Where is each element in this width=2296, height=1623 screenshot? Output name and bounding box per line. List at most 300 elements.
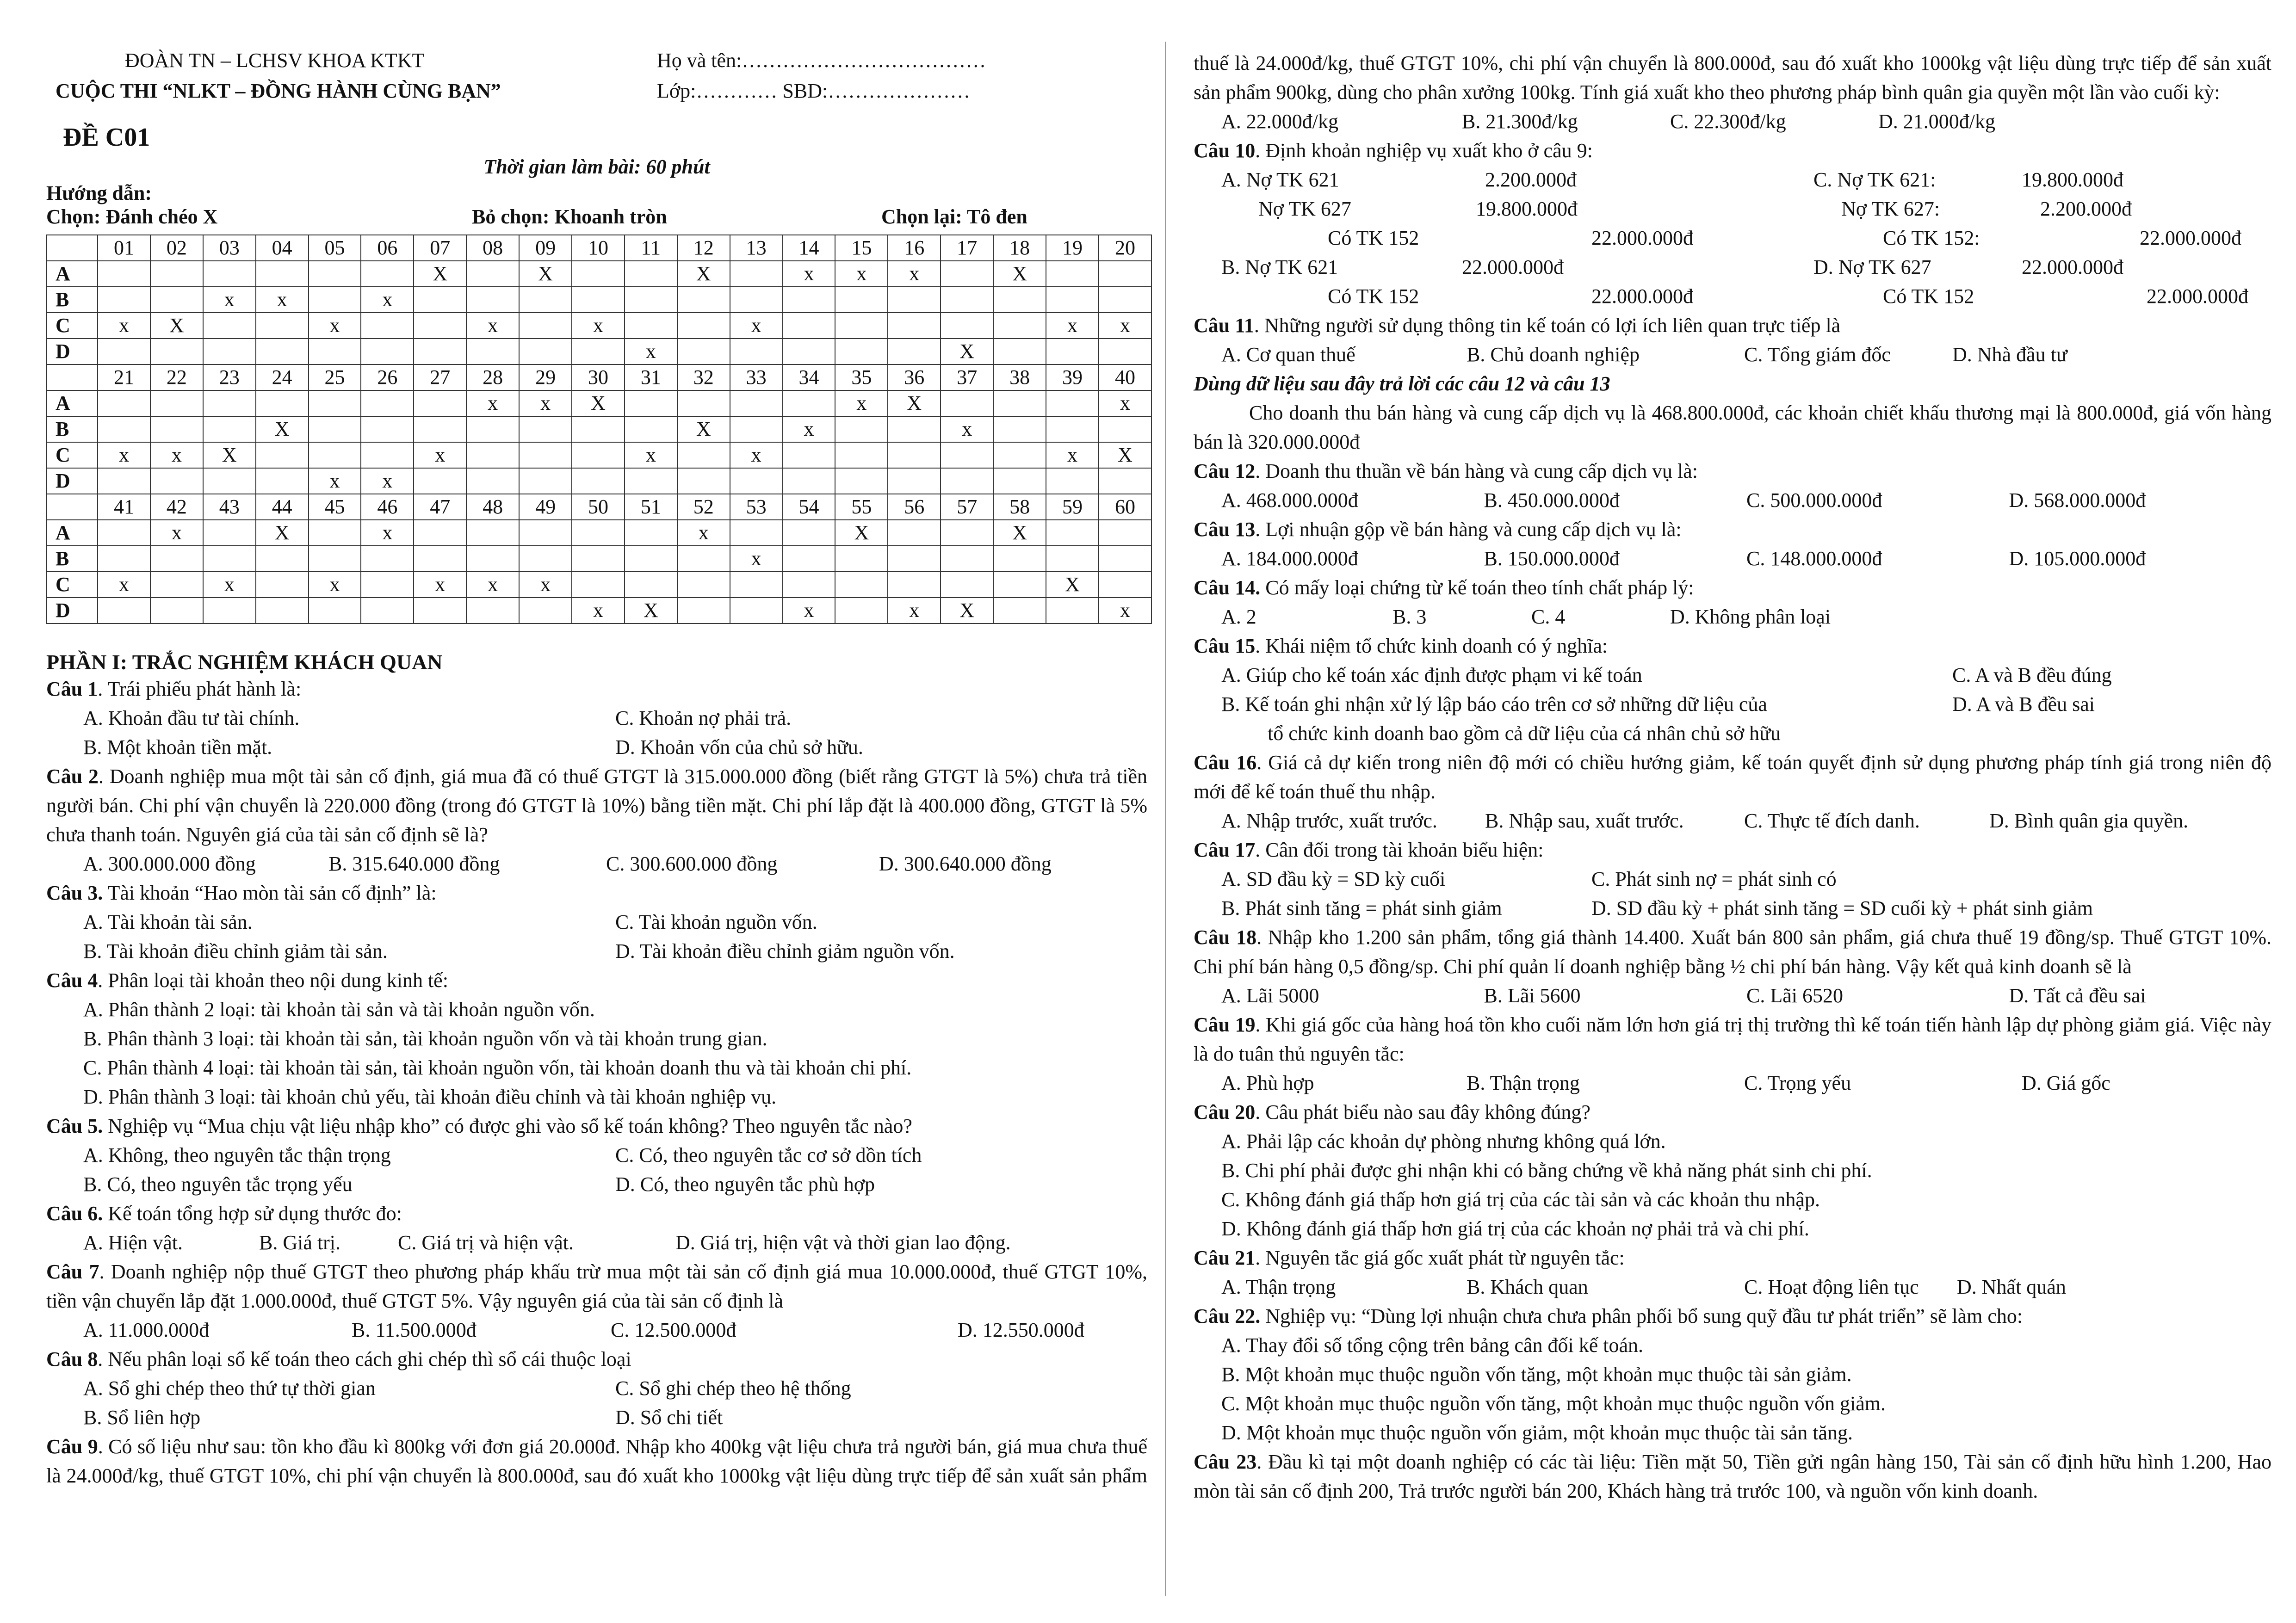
answer-cell[interactable] [783,313,835,339]
answer-cell[interactable] [203,339,256,364]
answer-cell[interactable] [835,339,888,364]
answer-cell[interactable] [519,339,572,364]
option-c[interactable]: C. 22.300đ/kg [1670,110,1786,133]
answer-cell[interactable] [309,287,361,313]
answer-cell[interactable] [98,390,150,416]
answer-cell[interactable] [835,287,888,313]
answer-cell[interactable] [98,261,150,287]
answer-cell[interactable] [1099,468,1151,494]
answer-cell[interactable] [256,546,309,572]
answer-cell[interactable] [783,442,835,468]
option-c[interactable]: C. 300.600.000 đồng [606,852,778,875]
option-d[interactable]: D. 568.000.000đ [2009,489,2146,512]
answer-cell[interactable] [361,546,414,572]
answer-cell[interactable] [466,416,519,442]
answer-cell[interactable] [572,546,625,572]
option-a[interactable]: A. Không, theo nguyên tắc thận trọng [83,1144,391,1166]
answer-cell[interactable]: x [414,572,466,598]
answer-cell[interactable] [256,572,309,598]
answer-cell[interactable] [1099,416,1151,442]
option-d[interactable]: D. Có, theo nguyên tắc phù hợp [615,1173,875,1196]
answer-cell[interactable]: X [888,390,941,416]
answer-cell[interactable] [519,468,572,494]
option-b[interactable]: B. Thận trọng [1467,1072,1580,1094]
answer-cell[interactable] [1046,546,1099,572]
answer-cell[interactable] [150,416,203,442]
answer-cell[interactable] [730,416,783,442]
answer-cell[interactable] [309,390,361,416]
answer-cell[interactable] [98,339,150,364]
option-a[interactable]: A. Giúp cho kế toán xác định được phạm vi kế toán [1221,664,1642,686]
answer-cell[interactable] [150,261,203,287]
answer-cell[interactable] [730,468,783,494]
answer-cell[interactable] [150,598,203,623]
answer-cell[interactable] [572,261,625,287]
answer-cell[interactable] [783,287,835,313]
answer-cell[interactable]: x [309,313,361,339]
option-c[interactable]: C. Có, theo nguyên tắc cơ sở dồn tích [615,1144,922,1166]
answer-cell[interactable] [519,598,572,623]
option-a[interactable]: A. SD đầu kỳ = SD kỳ cuối [1221,868,1446,890]
answer-cell[interactable] [466,520,519,546]
answer-cell[interactable]: x [98,313,150,339]
answer-cell[interactable] [835,468,888,494]
option-a[interactable]: A. 22.000đ/kg [1221,110,1338,133]
answer-cell[interactable]: x [625,442,677,468]
answer-cell[interactable]: x [835,261,888,287]
answer-cell[interactable] [1046,520,1099,546]
answer-cell[interactable] [677,339,730,364]
option-c[interactable]: C. Tài khoản nguồn vốn. [615,911,817,933]
answer-cell[interactable] [466,598,519,623]
answer-cell[interactable]: x [835,390,888,416]
answer-cell[interactable] [941,287,993,313]
option-d[interactable]: D. Tài khoản điều chỉnh giảm nguồn vốn. [615,940,955,963]
option-c[interactable]: C. Sổ ghi chép theo hệ thống [615,1377,851,1400]
answer-cell[interactable]: x [519,572,572,598]
answer-cell[interactable] [1046,468,1099,494]
answer-cell[interactable] [941,572,993,598]
answer-cell[interactable] [466,442,519,468]
answer-cell[interactable]: x [1099,598,1151,623]
option-b[interactable]: B. Sổ liên hợp [83,1406,201,1429]
answer-cell[interactable] [361,390,414,416]
answer-cell[interactable]: X [256,520,309,546]
option-a[interactable]: A. Cơ quan thuế [1221,343,1355,366]
answer-cell[interactable]: X [625,598,677,623]
answer-cell[interactable]: x [309,572,361,598]
option-b[interactable]: B. 150.000.000đ [1484,547,1620,570]
option-a[interactable]: A. 11.000.000đ [83,1319,210,1341]
answer-cell[interactable] [203,598,256,623]
answer-cell[interactable] [98,287,150,313]
answer-cell[interactable] [414,390,466,416]
answer-cell[interactable]: X [993,520,1046,546]
option-a[interactable]: A. Nợ TK 621 [1221,168,1339,191]
answer-cell[interactable] [203,261,256,287]
answer-cell[interactable] [941,520,993,546]
option-c[interactable]: C. Giá trị và hiện vật. [398,1231,574,1254]
answer-cell[interactable]: x [466,390,519,416]
option-b[interactable]: B. 450.000.000đ [1484,489,1620,512]
answer-cell[interactable] [625,313,677,339]
answer-cell[interactable] [625,468,677,494]
answer-cell[interactable] [519,520,572,546]
option-d[interactable]: D. Nhất quán [1957,1276,2066,1298]
answer-cell[interactable] [1099,261,1151,287]
answer-cell[interactable]: x [941,416,993,442]
answer-cell[interactable] [677,468,730,494]
answer-cell[interactable] [835,546,888,572]
answer-cell[interactable] [677,390,730,416]
answer-cell[interactable] [1046,390,1099,416]
answer-cell[interactable] [730,572,783,598]
option-d[interactable]: D. Không đánh giá thấp hơn giá trị của các khoản nợ phải trả và chi phí. [1221,1217,1809,1240]
answer-cell[interactable] [993,287,1046,313]
answer-cell[interactable] [572,442,625,468]
answer-cell[interactable] [783,520,835,546]
answer-cell[interactable]: x [203,287,256,313]
answer-cell[interactable] [309,442,361,468]
answer-cell[interactable] [466,261,519,287]
option-d[interactable]: D. 300.640.000 đồng [879,852,1052,875]
answer-cell[interactable] [98,416,150,442]
answer-cell[interactable] [256,261,309,287]
answer-cell[interactable] [466,468,519,494]
answer-cell[interactable] [466,339,519,364]
option-b[interactable]: B. 3 [1392,605,1427,628]
option-d[interactable]: D. 21.000đ/kg [1878,110,1995,133]
answer-cell[interactable]: x [1099,390,1151,416]
answer-cell[interactable] [150,546,203,572]
answer-cell[interactable] [677,572,730,598]
answer-cell[interactable] [414,546,466,572]
answer-cell[interactable]: x [1046,313,1099,339]
answer-cell[interactable] [361,261,414,287]
answer-cell[interactable] [1099,339,1151,364]
answer-cell[interactable]: X [203,442,256,468]
answer-cell[interactable]: X [835,520,888,546]
answer-cell[interactable] [256,313,309,339]
answer-cell[interactable] [993,442,1046,468]
answer-cell[interactable] [361,572,414,598]
answer-cell[interactable] [572,339,625,364]
answer-cell[interactable] [941,390,993,416]
answer-cell[interactable] [993,546,1046,572]
answer-cell[interactable]: x [783,261,835,287]
option-d[interactable]: D. Nhà đầu tư [1952,343,2067,366]
answer-cell[interactable] [256,390,309,416]
answer-cell[interactable] [835,416,888,442]
answer-cell[interactable] [361,339,414,364]
option-a[interactable]: A. Thay đổi số tổng cộng trên bảng cân đối kế toán. [1221,1334,1643,1357]
answer-cell[interactable]: X [941,339,993,364]
answer-cell[interactable]: x [730,546,783,572]
answer-cell[interactable] [993,572,1046,598]
answer-cell[interactable]: x [361,520,414,546]
option-a[interactable]: A. 300.000.000 đồng [83,852,256,875]
option-b[interactable]: B. Lãi 5600 [1484,984,1581,1007]
option-c[interactable]: C. Lãi 6520 [1746,984,1843,1007]
option-b[interactable]: B. Một khoản tiền mặt. [83,736,272,759]
answer-cell[interactable] [888,287,941,313]
answer-cell[interactable]: x [150,442,203,468]
answer-cell[interactable] [466,546,519,572]
answer-cell[interactable] [625,572,677,598]
answer-cell[interactable] [256,339,309,364]
answer-cell[interactable] [414,520,466,546]
answer-cell[interactable]: x [572,313,625,339]
option-b[interactable]: B. Phát sinh tăng = phát sinh giảm [1221,897,1502,919]
option-d[interactable]: D. SD đầu kỳ + phát sinh tăng = SD cuối kỳ + phát sinh giảm [1591,897,2093,919]
answer-cell[interactable] [993,468,1046,494]
answer-cell[interactable] [519,287,572,313]
option-c[interactable]: C. Tổng giám đốc [1744,343,1891,366]
option-b[interactable]: B. Khách quan [1467,1276,1588,1298]
option-c[interactable]: C. 4 [1531,605,1566,628]
answer-cell[interactable] [730,261,783,287]
answer-cell[interactable] [203,468,256,494]
answer-cell[interactable] [730,287,783,313]
option-a[interactable]: A. 184.000.000đ [1221,547,1358,570]
answer-cell[interactable] [98,520,150,546]
answer-cell[interactable] [256,468,309,494]
answer-cell[interactable] [572,520,625,546]
option-c[interactable]: C. A và B đều đúng [1952,664,2112,686]
answer-cell[interactable] [941,546,993,572]
option-b[interactable]: B. Chi phí phải được ghi nhận khi có bằng chứng về khả năng phát sinh chi phí. [1221,1159,1872,1182]
option-a[interactable]: A. Lãi 5000 [1221,984,1319,1007]
option-b[interactable]: B. Chủ doanh nghiệp [1467,343,1640,366]
answer-cell[interactable]: X [256,416,309,442]
option-d[interactable]: D. Khoản vốn của chủ sở hữu. [615,736,863,759]
answer-cell[interactable] [888,546,941,572]
answer-cell[interactable] [309,598,361,623]
answer-cell[interactable]: x [783,416,835,442]
option-b[interactable]: B. 315.640.000 đồng [328,852,500,875]
option-b[interactable]: B. Kế toán ghi nhận xử lý lập báo cáo trên cơ sở những dữ liệu của [1221,693,1767,716]
answer-cell[interactable] [203,546,256,572]
answer-cell[interactable] [150,572,203,598]
option-a[interactable]: A. Tài khoản tài sản. [83,911,253,933]
option-c[interactable]: C. 148.000.000đ [1746,547,1882,570]
option-b[interactable]: B. 21.300đ/kg [1462,110,1578,133]
option-a[interactable]: A. Khoản đầu tư tài chính. [83,707,300,729]
answer-cell[interactable] [572,572,625,598]
option-d[interactable]: D. Giá trị, hiện vật và thời gian lao động. [675,1231,1011,1254]
option-c[interactable]: C. Không đánh giá thấp hơn giá trị của các tài sản và các khoản thu nhập. [1221,1188,1820,1211]
answer-cell[interactable] [309,546,361,572]
answer-cell[interactable] [150,468,203,494]
answer-cell[interactable] [98,546,150,572]
answer-cell[interactable] [203,520,256,546]
option-b[interactable]: B. Giá trị. [259,1231,340,1254]
option-c[interactable]: C. Trọng yếu [1744,1072,1851,1094]
option-d[interactable]: D. Phân thành 3 loại: tài khoản chủ yếu, tài khoản điều chỉnh và tài khoản nghiệp vụ. [83,1086,777,1108]
option-a[interactable]: A. Thận trọng [1221,1276,1336,1298]
option-b[interactable]: B. Nợ TK 621 [1221,256,1338,278]
answer-cell[interactable]: X [414,261,466,287]
answer-cell[interactable] [309,339,361,364]
answer-cell[interactable]: x [572,598,625,623]
answer-cell[interactable] [783,390,835,416]
answer-cell[interactable] [941,442,993,468]
answer-cell[interactable]: X [677,416,730,442]
answer-cell[interactable] [414,339,466,364]
answer-cell[interactable]: X [1099,442,1151,468]
option-d[interactable]: D. 105.000.000đ [2009,547,2146,570]
answer-cell[interactable] [730,390,783,416]
option-d[interactable]: D. Nợ TK 627 [1813,256,1931,278]
answer-cell[interactable] [361,442,414,468]
answer-cell[interactable] [993,390,1046,416]
answer-cell[interactable] [993,313,1046,339]
answer-cell[interactable] [98,468,150,494]
answer-cell[interactable]: x [730,313,783,339]
answer-cell[interactable]: x [361,287,414,313]
answer-cell[interactable]: X [150,313,203,339]
option-c[interactable]: C. Thực tế đích danh. [1744,809,1920,832]
answer-cell[interactable] [835,313,888,339]
option-d[interactable]: D. Bình quân gia quyền. [1989,809,2189,832]
answer-cell[interactable]: x [203,572,256,598]
answer-cell[interactable] [888,313,941,339]
answer-cell[interactable] [519,546,572,572]
answer-cell[interactable] [203,416,256,442]
answer-cell[interactable]: x [256,287,309,313]
answer-cell[interactable] [1099,572,1151,598]
answer-cell[interactable] [1099,546,1151,572]
answer-cell[interactable] [677,546,730,572]
option-a[interactable]: A. Nhập trước, xuất trước. [1221,809,1437,832]
answer-cell[interactable]: x [309,468,361,494]
option-c[interactable]: C. Một khoản mục thuộc nguồn vốn tăng, một khoản mục thuộc nguồn vốn giảm. [1221,1392,1886,1415]
answer-cell[interactable] [677,313,730,339]
answer-cell[interactable] [783,572,835,598]
answer-cell[interactable] [361,313,414,339]
answer-cell[interactable] [783,339,835,364]
option-a[interactable]: A. Phân thành 2 loại: tài khoản tài sản và tài khoản nguồn vốn. [83,998,595,1021]
answer-cell[interactable] [941,313,993,339]
answer-cell[interactable]: x [625,339,677,364]
option-c[interactable]: C. Hoạt động liên tục [1744,1276,1919,1298]
answer-cell[interactable] [625,390,677,416]
answer-cell[interactable] [888,442,941,468]
answer-cell[interactable]: X [941,598,993,623]
answer-cell[interactable] [993,598,1046,623]
answer-cell[interactable] [1046,416,1099,442]
option-d[interactable]: D. Không phân loại [1670,605,1831,628]
option-c[interactable]: C. Phân thành 4 loại: tài khoản tài sản, tài khoản nguồn vốn, tài khoản doanh thu và tài khoản chi phí. [83,1056,912,1079]
answer-cell[interactable] [888,468,941,494]
option-a[interactable]: A. 468.000.000đ [1221,489,1358,512]
answer-cell[interactable] [414,468,466,494]
answer-cell[interactable] [835,572,888,598]
answer-cell[interactable]: x [361,468,414,494]
answer-cell[interactable]: x [519,390,572,416]
option-b[interactable]: B. 11.500.000đ [352,1319,477,1341]
option-d[interactable]: D. 12.550.000đ [958,1319,1084,1341]
answer-cell[interactable] [835,442,888,468]
option-a[interactable]: A. 2 [1221,605,1256,628]
answer-cell[interactable] [414,598,466,623]
answer-cell[interactable] [203,313,256,339]
answer-cell[interactable] [519,313,572,339]
answer-cell[interactable] [572,468,625,494]
answer-cell[interactable] [625,416,677,442]
answer-cell[interactable]: x [414,442,466,468]
option-c[interactable]: C. 12.500.000đ [611,1319,736,1341]
answer-cell[interactable] [150,339,203,364]
answer-cell[interactable] [888,572,941,598]
answer-cell[interactable]: X [572,390,625,416]
answer-cell[interactable] [941,468,993,494]
answer-cell[interactable]: x [466,572,519,598]
option-c[interactable]: C. Khoản nợ phải trả. [615,707,792,729]
answer-cell[interactable] [150,390,203,416]
option-b[interactable]: B. Phân thành 3 loại: tài khoản tài sản, tài khoản nguồn vốn và tài khoản trung gian. [83,1027,767,1050]
option-d[interactable]: D. Tất cả đều sai [2009,984,2146,1007]
answer-cell[interactable]: x [1046,442,1099,468]
answer-cell[interactable] [625,520,677,546]
answer-cell[interactable] [941,261,993,287]
option-d[interactable]: D. Sổ chi tiết [615,1406,723,1429]
option-c[interactable]: C. Phát sinh nợ = phát sinh có [1591,868,1837,890]
answer-cell[interactable] [888,339,941,364]
answer-cell[interactable] [783,546,835,572]
option-a[interactable]: A. Phù hợp [1221,1072,1314,1094]
option-b[interactable]: B. Nhập sau, xuất trước. [1485,809,1684,832]
answer-cell[interactable] [677,287,730,313]
answer-cell[interactable]: x [888,261,941,287]
answer-cell[interactable] [730,339,783,364]
answer-cell[interactable] [150,287,203,313]
answer-cell[interactable] [361,416,414,442]
answer-cell[interactable] [309,520,361,546]
answer-cell[interactable] [309,261,361,287]
answer-cell[interactable]: X [519,261,572,287]
answer-cell[interactable] [98,598,150,623]
answer-cell[interactable] [466,287,519,313]
answer-cell[interactable] [519,416,572,442]
answer-cell[interactable] [625,261,677,287]
answer-cell[interactable] [730,520,783,546]
answer-cell[interactable]: x [466,313,519,339]
answer-cell[interactable]: x [677,520,730,546]
answer-cell[interactable]: x [783,598,835,623]
option-d[interactable]: D. A và B đều sai [1952,693,2095,716]
answer-cell[interactable]: X [993,261,1046,287]
answer-cell[interactable] [993,416,1046,442]
answer-cell[interactable] [572,416,625,442]
answer-cell[interactable]: x [150,520,203,546]
answer-cell[interactable] [414,287,466,313]
answer-cell[interactable] [730,598,783,623]
answer-cell[interactable] [625,287,677,313]
answer-cell[interactable] [1099,520,1151,546]
answer-cell[interactable] [1046,261,1099,287]
answer-cell[interactable] [361,598,414,623]
answer-cell[interactable] [519,442,572,468]
option-b[interactable]: B. Tài khoản điều chỉnh giảm tài sản. [83,940,388,963]
answer-cell[interactable] [256,442,309,468]
answer-cell[interactable] [783,468,835,494]
answer-cell[interactable]: x [98,572,150,598]
option-d[interactable]: D. Giá gốc [2022,1072,2110,1094]
answer-cell[interactable] [1046,598,1099,623]
answer-cell[interactable]: X [677,261,730,287]
answer-cell[interactable] [256,598,309,623]
